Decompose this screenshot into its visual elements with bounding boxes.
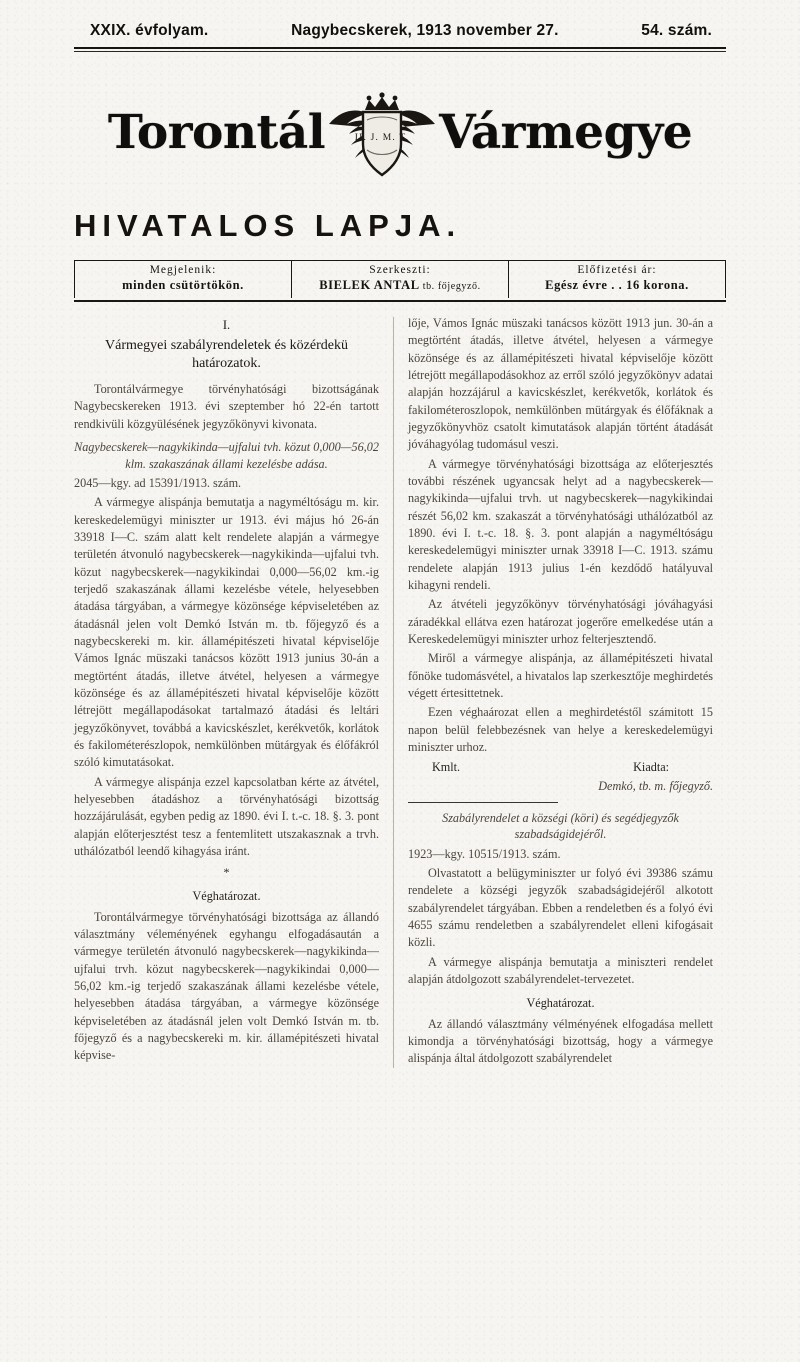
decision-heading: Véghatározat. bbox=[526, 996, 595, 1011]
section-rule bbox=[408, 802, 558, 803]
signature: Demkó, tb. m. főjegyző. bbox=[598, 778, 713, 793]
masthead-topline bbox=[74, 22, 726, 47]
paragraph: Olvastatott a belügyminiszter ur folyó évi 39386 számu rendelete a községi jegyzők szabadságidejéről alkotott szabályrendelet tárgyában. Ebben a rendeletben és a folyó évi 4655 számu rendeletben a szabályrendelet elleni kifogásait közli. bbox=[408, 866, 713, 950]
paragraph: A vármegye alispánja ezzel kapcsolatban kérte az átvétel, helyesebben átadáshoz a törvényhatósági bizottság hozzájárulását, egyben pedig az 1890. évi I. t.-c. 18. §. 3. pont alapján előterjesztést tesz a fentemlitett utszakasznak a trvh. uthálózatból leendő kihagyása iránt. bbox=[74, 774, 379, 858]
imprint-label: Szerkeszti: bbox=[369, 264, 431, 276]
title-row bbox=[74, 80, 726, 184]
imprint-value: minden csütörtökön. bbox=[122, 278, 244, 292]
title-block bbox=[74, 52, 726, 202]
paragraph: A vármegye alispánja bemutatja a miniszteri rendelet alapján átdolgozott szabályrendelet-tervezetet. bbox=[408, 954, 713, 987]
decision-heading: Véghatározat. bbox=[192, 889, 261, 904]
crest-initials: II. J. M. T. bbox=[354, 133, 410, 143]
paragraph: Torontálvármegye törvényhatósági bizottságának Nagybecskereken 1913. évi szeptember hó 22-én tartott rendkivüli közgyülésének jegyzőkönyvi kivonata. bbox=[74, 382, 379, 431]
paragraph: Ezen véghaározat ellen a meghirdetéstől számitott 15 napon belül felebbezésnek van helye a kereskedelemügyi miniszter urhoz. bbox=[408, 705, 713, 754]
editor-title: tb. főjegyző. bbox=[422, 281, 481, 292]
article-subheading: Szabályrendelet a községi (köri) és segédjegyzők szabadságidejéről. bbox=[442, 810, 679, 842]
paragraph: Az átvételi jegyzőkönyv törvényhatósági jóváhagyási záradékkal ellátva ezen határozat jogerőre emelkedése után a Kereskedelemügyi miniszter urhoz felterjesztendő. bbox=[408, 597, 713, 646]
title-word-right: Vármegye bbox=[439, 104, 693, 160]
issue-number-label: 54. szám. bbox=[641, 22, 712, 39]
imprint-table bbox=[74, 260, 726, 302]
imprint-cell-subscription bbox=[509, 261, 725, 298]
article-subheading: Nagybecskerek—nagykikinda—ujfalui tvh. közut 0,000—56,02 klm. szakaszának állami kezelésbe adása. bbox=[74, 440, 379, 471]
volume-label: XXIX. évfolyam. bbox=[90, 22, 209, 39]
paragraph: lője, Vámos Ignác müszaki tanácsos között 1913 jun. 30-án a megtörtént átadás, illetve átvétel, helyesen a vármegye közönsége és az államépitészeti hivatal képviselője között létrejött megállapodásokhoz az erről szóló jegyzőkönyv adatai alapján hozzájárul a kavicskészlet, kerékvetők, korlátok és fakilométeroszlopok, nemkülönben mütárgyak és élőfáknak a jegyzőkönyvhöz csatolt kimutatások alapján történt átadását jóváhagyólag tudomásul veszi. bbox=[408, 316, 713, 452]
place-date-label: Nagybecskerek, 1913 november 27. bbox=[291, 22, 559, 39]
imprint-cell-frequency bbox=[75, 261, 292, 298]
section-heading: Vármegyei szabályrendeletek és közérdekü határozatok. bbox=[105, 337, 348, 371]
editor-name: BIELEK ANTAL bbox=[319, 278, 419, 292]
closing-row bbox=[408, 759, 713, 776]
imprint-bottom-rule bbox=[74, 300, 726, 301]
right-column bbox=[394, 315, 713, 1070]
page-content bbox=[74, 22, 726, 1070]
paragraph: Torontálvármegye törvényhatósági bizottsága az állandó választmány véleményének egyhangu elfogadásaután a vármegye területén átvonuló nagybecskerek—nagykikinda—ujfalui trvh. közut nagybecskerek—nagykikindai 0,000—56,02 km.-ig terjedő szakaszának állami kezelésbe vétele, helyesebben átadása tárgyában, a vármegye közönsége képviseletében az átadásnál jelen volt Demkó István m. tb. főjegyző és a nagybecskereki m. kir. államépitészeti hivatal képvise- bbox=[74, 909, 379, 1063]
imprint-value bbox=[296, 278, 504, 293]
paragraph: A vármegye törvényhatósági bizottsága az előterjesztés további részének ugyancsak helyt ad a nagybecskerek—nagykikinda—ujfalui trvh. ut nagybecskerek—nagykikindai részét 56,02 km. szakaszát a törvényhatósági uthálózatból az 1890. évi I. t.-c. 18. §. 3. pont alapján a nagyméltóságu kereskedelemügyi miniszter urnak 33918 I—C. 1913. számu rendelete alapján 1913 julius 1-én kezdődő hatályuval kihagyni rendeli. bbox=[408, 456, 713, 592]
imprint-cell-editor bbox=[292, 261, 509, 298]
masthead-rule-thick bbox=[74, 47, 726, 49]
imprint-value: Egész évre . . 16 korona. bbox=[545, 278, 689, 292]
left-column bbox=[74, 315, 393, 1070]
section-number: I. bbox=[222, 318, 231, 332]
reference-number: 2045—kgy. ad 15391/1913. szám. bbox=[74, 476, 242, 491]
masthead-subtitle: HIVATALOS LAPJA. bbox=[74, 208, 462, 243]
reference-number: 1923—kgy. 10515/1913. szám. bbox=[408, 846, 561, 861]
county-crest-icon bbox=[323, 80, 441, 184]
title-word-left: Torontál bbox=[107, 104, 326, 160]
paragraph: Az állandó választmány vélményének elfogadása mellett kimondja a törvényhatósági bizottság, hogy a vármegye alispánja által átdolgozott szabályrendelet bbox=[408, 1016, 713, 1066]
imprint-row bbox=[74, 261, 726, 298]
paragraph-separator: * bbox=[223, 865, 230, 880]
paragraph: Miről a vármegye alispánja, az államépitészeti hivatal főnöke tudomásvétel, a hivatalos lap szerkesztője meghirdetés végett értesittetnek. bbox=[408, 651, 713, 700]
imprint-label: Megjelenik: bbox=[149, 264, 217, 276]
paragraph: A vármegye alispánja bemutatja a nagyméltóságu m. kir. kereskedelemügyi miniszter ur 1913. évi május hó 26-án 33918 I—C. szám alatt kelt rendelete alapján a vármegye területén átvonuló nagybecskerek—nagykikinda—ujfalui tvh. közut nagybecskerek—nagykikindai 0,000—56,02 km.-ig terjedő szakaszának állami kezelésbe vétele, helyesebben átadása tárgyában, a vármegye közönsége képviseletében az átadásnál jelen volt Demkó István m. tb. főjegyző és a nagybecskereki m. kir. államépitészeti hivatal képviselője Vámos Ignác müszaki tanácsos között 1913 junius 30-án a megtörtént átadás, illetve átvétel, helyesen a vármegye közönsége és az államépitészeti hivatal képviselője között létrejött megállapodásokat tartalmazó átadási és leltári jegyzőkönyvet, továbbá a kavicskészlet, kerékvetők, korlátok és fakilométerészlopok, nemkülönben mütárgyak és élőfákról szóló kimutatásokat. bbox=[74, 495, 379, 770]
imprint-label: Előfizetési ár: bbox=[577, 264, 657, 276]
article-columns bbox=[74, 315, 726, 1070]
closing-formula: Kmlt. bbox=[432, 760, 461, 775]
issued-by-label: Kiadta: bbox=[633, 760, 669, 775]
